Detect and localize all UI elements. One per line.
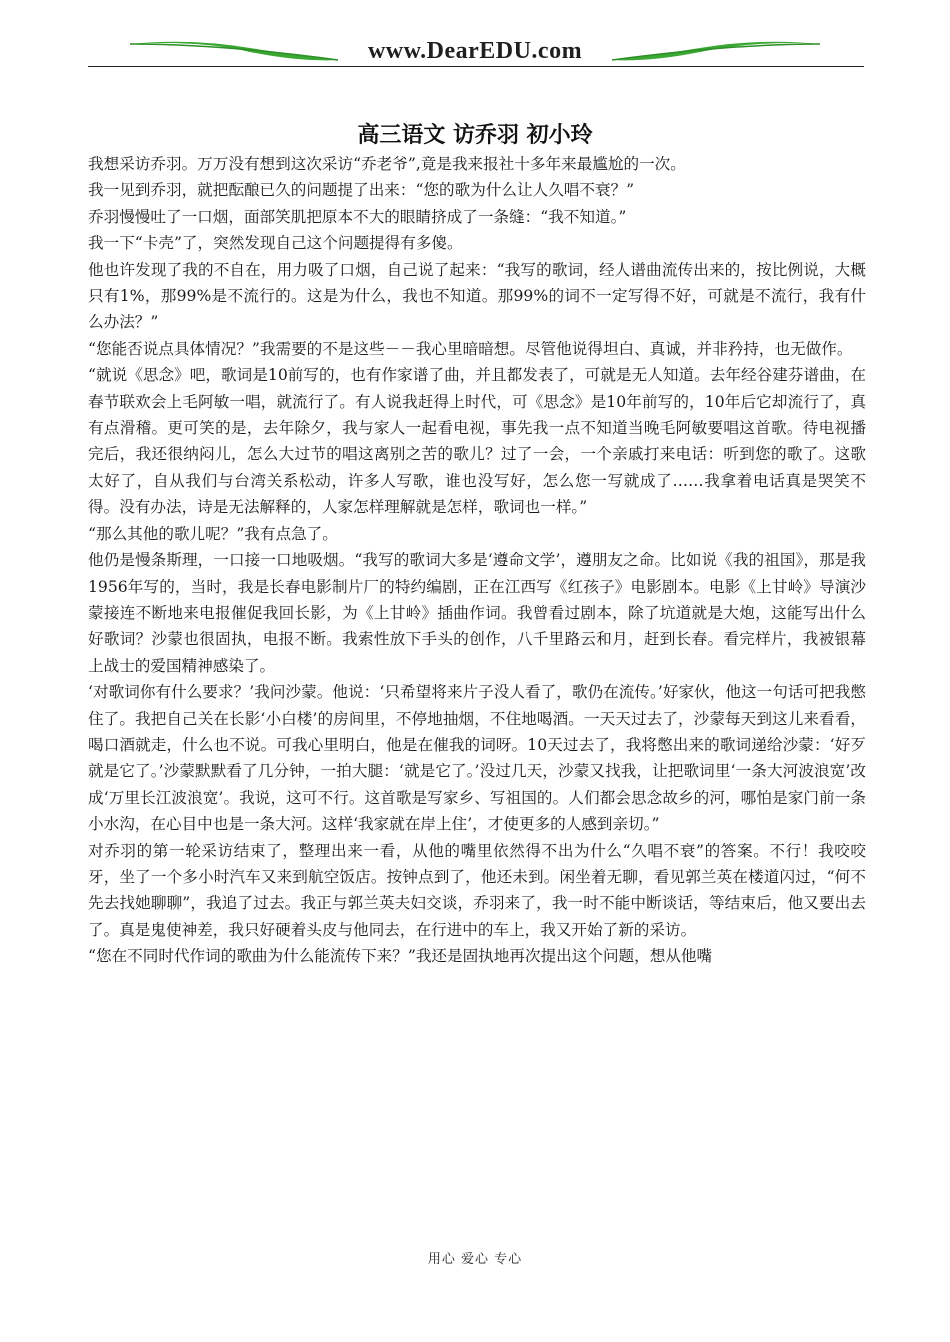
site-name: www.DearEDU.com — [367, 38, 583, 64]
article-body — [88, 151, 866, 970]
paragraph: “您在不同时代作词的歌曲为什么能流传下来？”我还是固执地再次提出这个问题，想从他嘴 — [88, 947, 713, 966]
paragraph: 对乔羽的第一轮采访结束了，整理出来一看，从他的嘴里依然得不出为什么“久唱不衰”的答案。不行！我咬咬牙，坐了一个多小时汽车又来到航空饭店。按钟点到了，他还未到。闲坐着无聊，看见郭兰英在楼道闪过，“何不先去找她聊聊”，我追了过去。我正与郭兰英夫妇交谈，乔羽来了，我一时不能中断谈话，等结束后，他又要出去了。真是鬼使神差，我只好硬着头皮与他同去，在行进中的车上，我又开始了新的采访。 — [88, 841, 866, 939]
paragraph: 我想采访乔羽。万万没有想到这次采访“乔老爷”,竟是我来报社十多年来最尴尬的一次。 — [88, 155, 686, 173]
paragraph: 他也许发现了我的不自在，用力吸了口烟，自己说了起来：“我写的歌词，经人谱曲流传出来的，按比例说，大概只有1%，那99%是不流行的。这是为什么，我也不知道。那99%的词不一定写得不好，可就是不流行，我有什么办法？” — [88, 260, 866, 332]
paragraph: 乔羽慢慢吐了一口烟，面部笑肌把原本不大的眼睛挤成了一条缝：“我不知道。” — [88, 207, 627, 226]
page-footer: 用心 爱心 专心 — [427, 1252, 523, 1267]
paragraph: 我一见到乔羽，就把酝酿已久的问题提了出来：“您的歌为什么让人久唱不衰？” — [88, 181, 635, 200]
paragraph: “您能否说点具体情况？”我需要的不是这些－－我心里暗暗想。尽管他说得坦白、真诚，并非矜持，也无做作。 — [88, 339, 853, 358]
paragraph: “就说《思念》吧，歌词是10前写的，也有作家谱了曲，并且都发表了，可就是无人知道。去年经谷建芬谱曲，在春节联欢会上毛阿敏一唱，就流行了。有人说我赶得上时代，可《思念》是10年前写的，10年后它却流行了，真有点滑稽。更可笑的是，去年除夕，我与家人一起看电视，事先我一点不知道当晚毛阿敏要唱这首歌。待电视播完后，我还很纳闷儿，怎么大过节的唱这离别之苦的歌儿？过了一会，一个亲戚打来电话：听到您的歌了。这歌太好了，自从我们与台湾关系松动，许多人写歌，谁也没写好，怎么您一写就成了……我拿着电话真是哭笑不得。没有办法，诗是无法解释的，人家怎样理解就是怎样，歌词也一样。” — [88, 366, 866, 517]
document-title: 高三语文 访乔羽 初小玲 — [357, 122, 593, 148]
paragraph: ‘对歌词你有什么要求？’我问沙蒙。他说：‘只希望将来片子没人看了，歌仍在流传。’好家伙，他这一句话可把我憋住了。我把自己关在长影‘小白楼’的房间里，不停地抽烟，不住地喝酒。一天天过去了，沙蒙每天到这儿来看看，喝口酒就走，什么也不说。可我心里明白，他是在催我的词呀。10天过去了，我将憋出来的歌词递给沙蒙：‘好歹就是它了。’沙蒙默默看了几分钟，一拍大腿：‘就是它了。’没过几天，沙蒙又找我，让把歌词里‘一条大河波浪宽’改成‘万里长江波浪宽’。我说，这可不行。这首歌是写家乡、写祖国的。人们都会思念故乡的河，哪怕是家门前一条小水沟，在心目中也是一条大河。这样‘我家就在岸上住’，才使更多的人感到亲切。” — [88, 683, 866, 834]
page-header — [0, 0, 950, 80]
paragraph: 我一下“卡壳”了，突然发现自己这个问题提得有多傻。 — [88, 234, 463, 253]
paragraph: 他仍是慢条斯理，一口接一口地吸烟。“我写的歌词大多是‘遵命文学’，遵朋友之命。比如说《我的祖国》，那是我1956年写的，当时，我是长春电影制片厂的特约编剧，正在江西写《红孩子》电影剧本。电影《上甘岭》导演沙蒙接连不断地来电报催促我回长影，为《上甘岭》插曲作词。我曾看过剧本，除了坑道就是大炮，这能写出什么好歌词？沙蒙也很固执，电报不断。我索性放下手头的创作，八千里路云和月，赶到长春。看完样片，我被银幕上战士的爱国精神感染了。 — [88, 551, 866, 675]
paragraph: “那么其他的歌儿呢？”我有点急了。 — [88, 524, 338, 543]
header-divider — [88, 66, 864, 67]
